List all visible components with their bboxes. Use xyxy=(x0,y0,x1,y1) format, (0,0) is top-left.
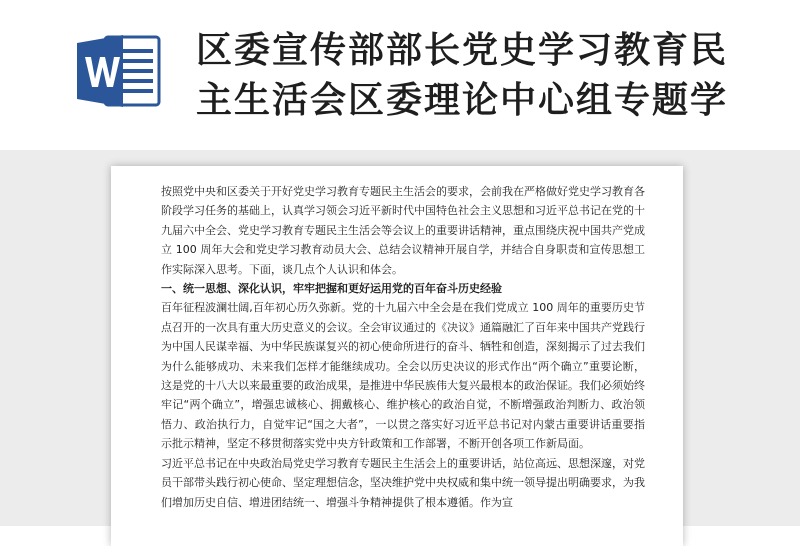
title-line-2: 主生活会区委理论中心组专题学 xyxy=(196,80,729,121)
document-body xyxy=(161,182,645,512)
paragraph-body: 习近平总书记在中央政治局党史学习教育专题民主生活会上的重要讲话，站位高远、思想深邃，对党员干部带头践行初心使命、坚定理想信念，坚决维护党中央权威和集中统一领导提出明确要求，为我们增加历史自信、增进团结统一、增强斗争精神提供了根本遵循。作为宣 xyxy=(161,456,645,509)
section-heading: 一、统一思想、深化认识，牢牢把握和更好运用党的百年奋斗历史经验 xyxy=(161,282,502,296)
document-page xyxy=(111,166,683,546)
title-line-1: 区委宣传部部长党史学习教育民 xyxy=(196,30,729,71)
paragraph-body: 百年征程波澜壮阔,百年初心历久弥新。党的十九届六中全会是在我们党成立 100 周年的重要历史节点召开的一次具有重大历史意义的会议。全会审议通过的《决议》通篇融汇了百年来中国共产党践行为中国人民谋幸福、为中华民族谋复兴的初心使命所进行的奋斗、牺牲和创造，深刻揭示了过去我们为什么能够成功、未来我们怎样才能继续成功。全会以历史决议的形式作出“两个确立”重要论断，这是党的十八大以来最重要的政治成果，是推进中华民族伟大复兴最根本的政治保证。我们必须始终牢记“两个确立”，增强忠诚核心、拥戴核心、维护核心的政治自觉，不断增强政治判断力、政治领悟力、政治执行力，自觉牢记“国之大者”，一以贯之落实好习近平总书记对内蒙古重要讲话重要指示批示精神，坚定不移贯彻落实党中央方针政策和工作部署，不断开创各项工作新局面。 xyxy=(161,301,645,451)
word-icon xyxy=(77,33,163,109)
header xyxy=(0,0,800,150)
page-title xyxy=(196,26,756,126)
paragraph-intro: 按照党中央和区委关于开好党史学习教育专题民主生活会的要求，会前我在严格做好党史学习教育各阶段学习任务的基础上，认真学习领会习近平新时代中国特色社会主义思想和习近平总书记在党的十九届六中全会、党史学习教育专题民主生活会等会议上的重要讲话精神，重点围绕庆祝中国共产党成立 100 周年大会和党史学习教育动员大会、总结会议精神开展自学，并结合自身职责和宣传思想工作实际深入思考。下面，谈几点个人认识和体会。 xyxy=(161,185,645,276)
